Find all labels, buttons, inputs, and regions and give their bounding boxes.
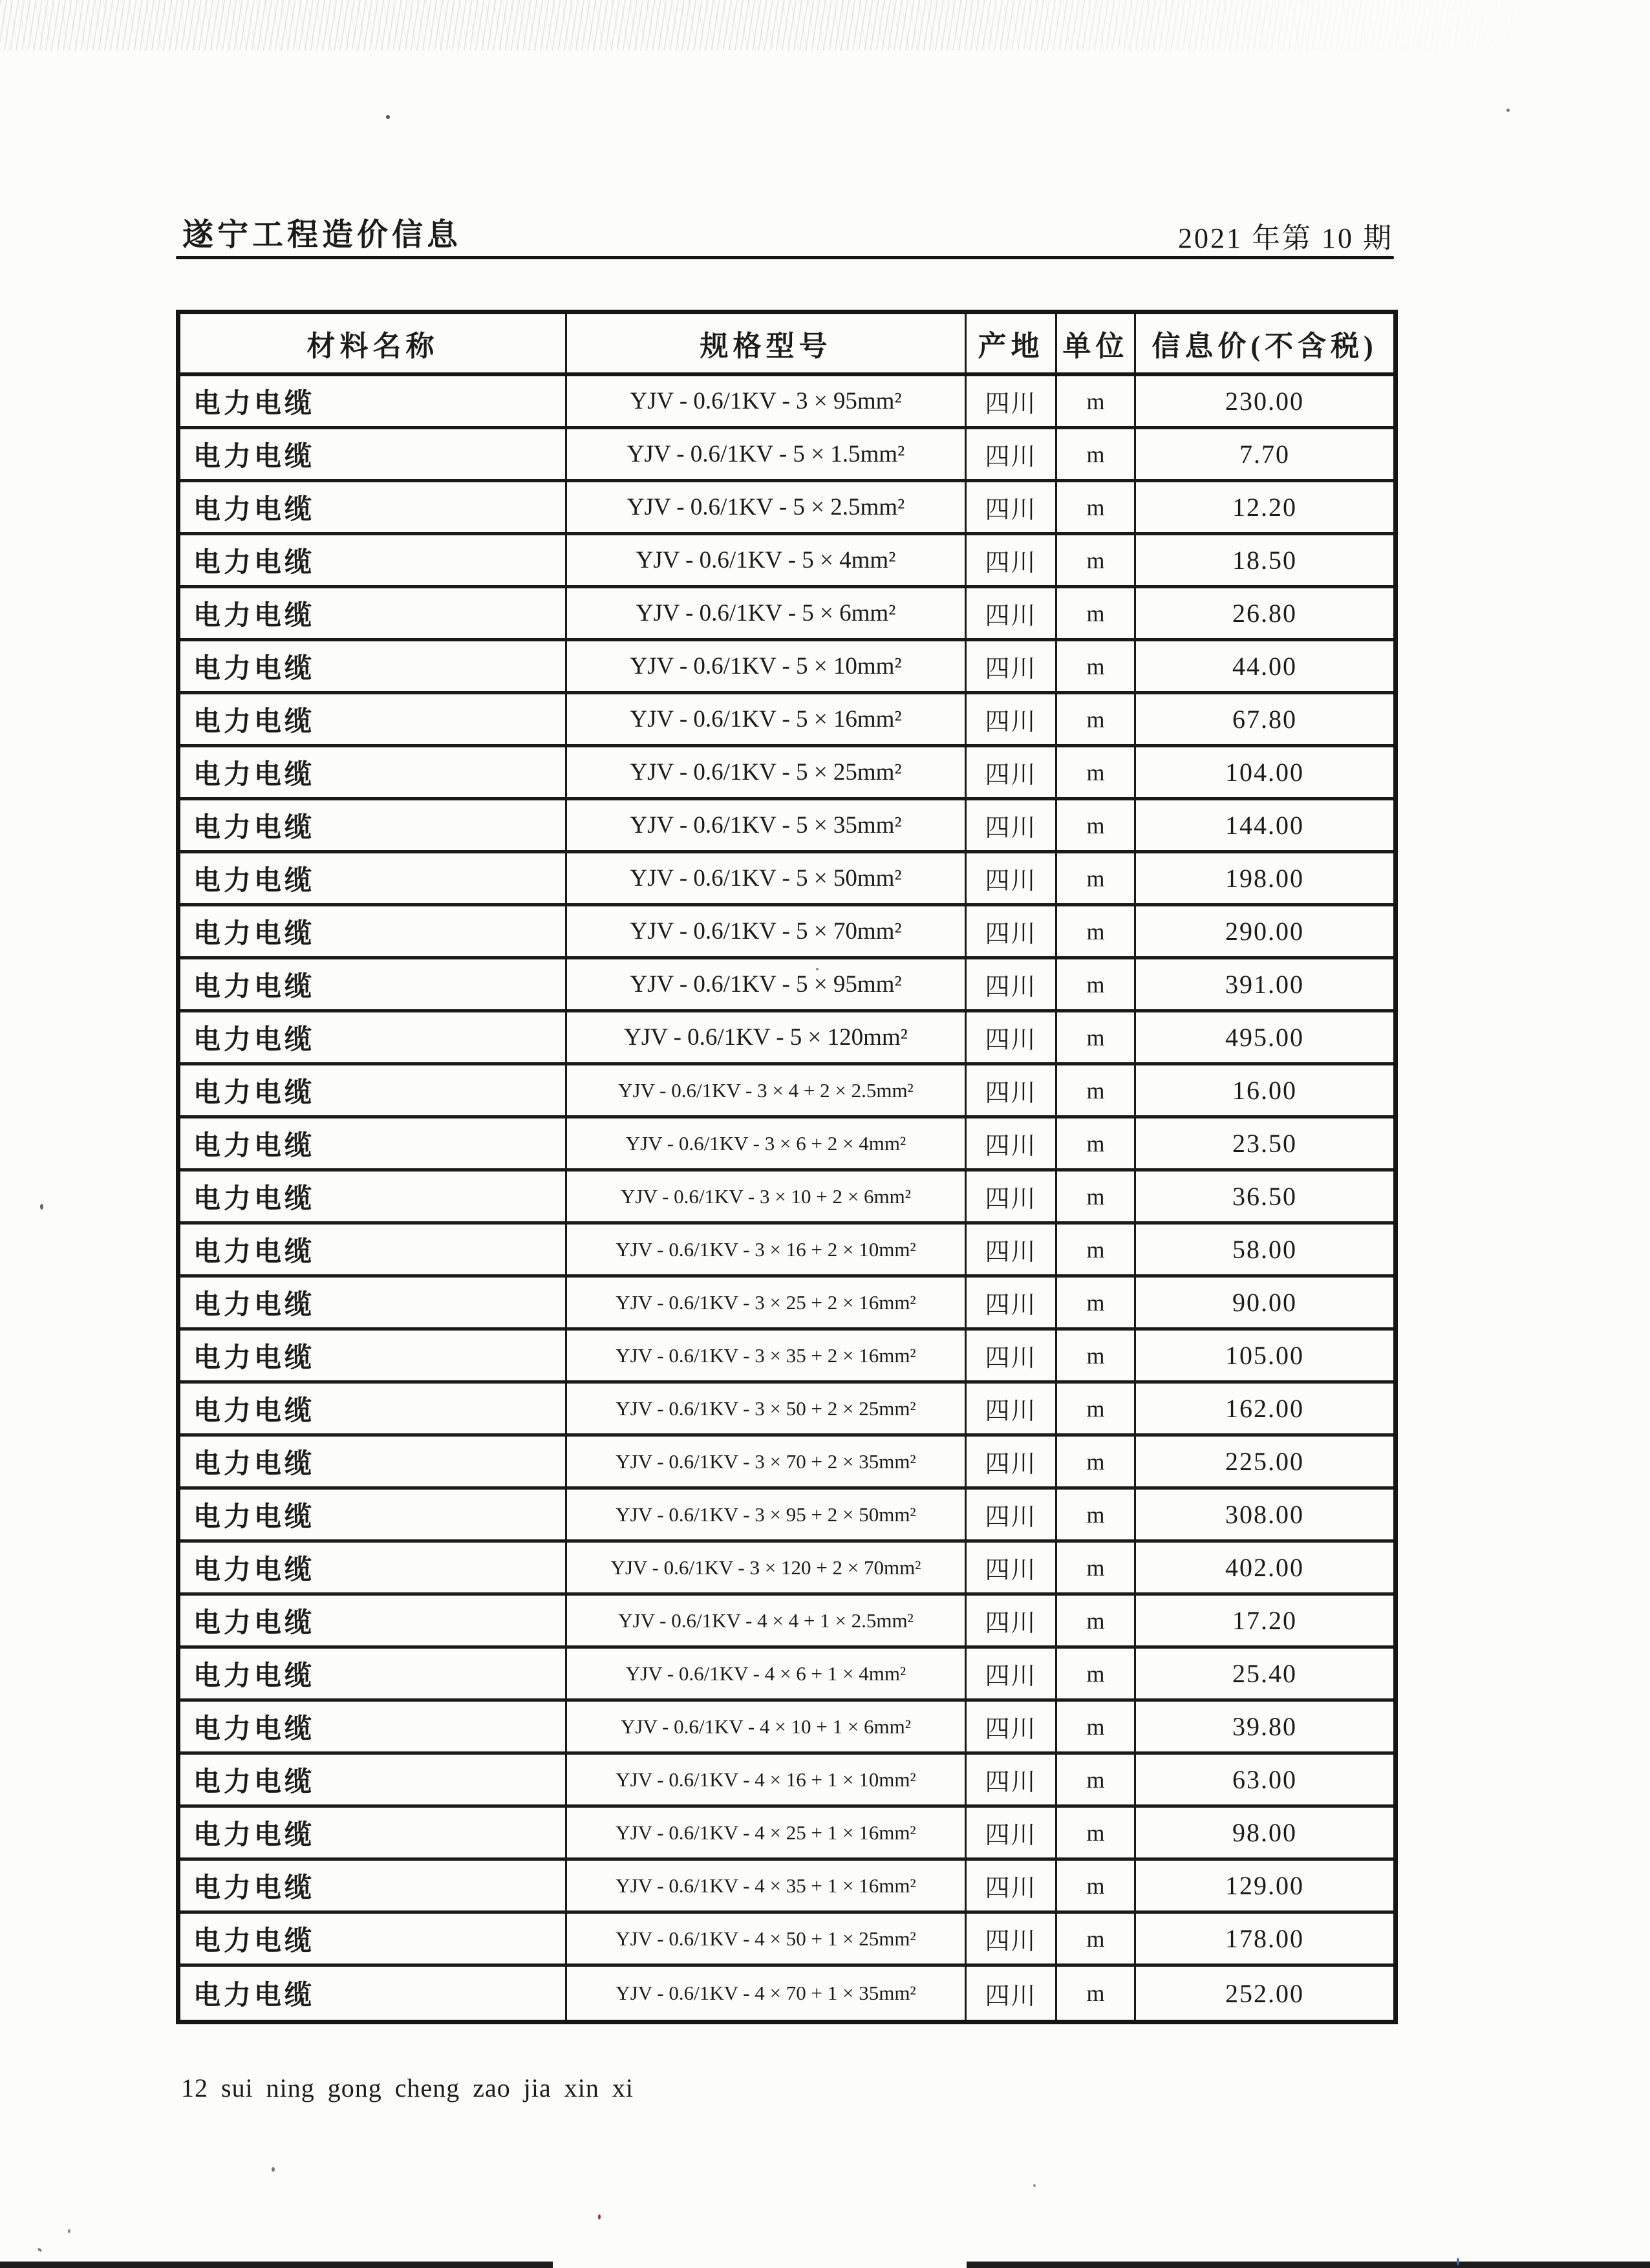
scan-speck — [40, 1204, 43, 1210]
col-header-material-name: 材料名称 — [180, 314, 567, 372]
origin-cell: 四川 — [967, 1596, 1057, 1645]
table-row — [180, 1225, 1393, 1278]
origin-cell: 四川 — [967, 1808, 1057, 1857]
unit-cell: m — [1057, 1967, 1136, 2020]
scan-speck — [68, 2229, 70, 2233]
col-header-spec-model: 规格型号 — [567, 314, 967, 372]
origin-cell: 四川 — [967, 1384, 1057, 1433]
unit-cell: m — [1057, 1118, 1136, 1168]
spec-model-cell: YJV - 0.6/1KV - 5 × 2.5mm² — [567, 482, 967, 532]
table-row — [180, 1331, 1393, 1384]
col-header-unit: 单位 — [1057, 314, 1136, 372]
spec-model-cell: YJV - 0.6/1KV - 5 × 1.5mm² — [567, 429, 967, 479]
table-row — [180, 959, 1393, 1012]
price-cell: 495.00 — [1225, 1023, 1304, 1052]
origin-cell: 四川 — [967, 1755, 1057, 1804]
origin-cell: 四川 — [967, 1225, 1057, 1274]
table-row — [180, 1384, 1393, 1437]
table-row — [180, 1171, 1393, 1225]
spec-model-cell: YJV - 0.6/1KV - 3 × 10 + 2 × 6mm² — [567, 1171, 967, 1221]
material-name-cell: 电力电缆 — [180, 747, 567, 797]
unit-cell: m — [1057, 429, 1136, 479]
origin-cell: 四川 — [967, 1065, 1057, 1115]
price-cell: 16.00 — [1232, 1076, 1297, 1105]
scan-speck — [272, 2167, 275, 2172]
table-row — [180, 1967, 1393, 2020]
unit-cell: m — [1057, 1331, 1136, 1380]
origin-cell: 四川 — [967, 906, 1057, 956]
origin-cell: 四川 — [967, 1543, 1057, 1592]
header-rule — [176, 256, 1394, 259]
origin-cell: 四川 — [967, 694, 1057, 744]
price-cell: 402.00 — [1225, 1553, 1304, 1582]
material-name-cell: 电力电缆 — [180, 641, 567, 691]
origin-cell: 四川 — [967, 376, 1057, 426]
table-body — [180, 376, 1393, 2020]
unit-cell: m — [1057, 694, 1136, 744]
spec-model-cell: YJV - 0.6/1KV - 3 × 95mm² — [567, 376, 967, 426]
origin-cell: 四川 — [967, 482, 1057, 532]
table-row — [180, 694, 1393, 747]
price-cell: 98.00 — [1232, 1818, 1297, 1847]
unit-cell: m — [1057, 588, 1136, 638]
material-name-cell: 电力电缆 — [180, 906, 567, 956]
origin-cell: 四川 — [967, 429, 1057, 479]
spec-model-cell: YJV - 0.6/1KV - 3 × 50 + 2 × 25mm² — [567, 1384, 967, 1433]
table-row — [180, 853, 1393, 906]
origin-cell: 四川 — [967, 641, 1057, 691]
material-name-cell: 电力电缆 — [180, 1649, 567, 1698]
spec-model-cell: YJV - 0.6/1KV - 3 × 120 + 2 × 70mm² — [567, 1543, 967, 1592]
table-row — [180, 1065, 1393, 1118]
spec-model-cell: YJV - 0.6/1KV - 4 × 10 + 1 × 6mm² — [567, 1702, 967, 1751]
table-row — [180, 1596, 1393, 1649]
price-table — [176, 310, 1398, 2024]
material-name-cell: 电力电缆 — [180, 1331, 567, 1380]
spec-model-cell: YJV - 0.6/1KV - 5 × 70mm² — [567, 906, 967, 956]
scan-speck — [598, 2214, 601, 2220]
unit-cell: m — [1057, 959, 1136, 1009]
scan-artifact-bottom-left — [0, 2262, 553, 2268]
table-row — [180, 1118, 1393, 1171]
spec-model-cell: YJV - 0.6/1KV - 4 × 50 + 1 × 25mm² — [567, 1914, 967, 1963]
material-name-cell: 电力电缆 — [180, 1543, 567, 1592]
scan-speck — [1457, 2258, 1459, 2265]
table-row — [180, 1437, 1393, 1490]
spec-model-cell: YJV - 0.6/1KV - 3 × 25 + 2 × 16mm² — [567, 1278, 967, 1327]
spec-model-cell: YJV - 0.6/1KV - 5 × 120mm² — [567, 1012, 967, 1062]
price-cell: 225.00 — [1225, 1447, 1304, 1476]
unit-cell: m — [1057, 1012, 1136, 1062]
unit-cell: m — [1057, 1808, 1136, 1857]
origin-cell: 四川 — [967, 1118, 1057, 1168]
price-cell: 44.00 — [1232, 652, 1297, 681]
origin-cell: 四川 — [967, 1278, 1057, 1327]
material-name-cell: 电力电缆 — [180, 1967, 567, 2020]
price-cell: 7.70 — [1239, 440, 1290, 469]
unit-cell: m — [1057, 747, 1136, 797]
origin-cell: 四川 — [967, 1171, 1057, 1221]
unit-cell: m — [1057, 1437, 1136, 1486]
material-name-cell: 电力电缆 — [180, 1596, 567, 1645]
unit-cell: m — [1057, 1278, 1136, 1327]
unit-cell: m — [1057, 1755, 1136, 1804]
price-cell: 36.50 — [1232, 1182, 1297, 1211]
spec-model-cell: YJV - 0.6/1KV - 3 × 6 + 2 × 4mm² — [567, 1118, 967, 1168]
origin-cell: 四川 — [967, 1490, 1057, 1539]
origin-cell: 四川 — [967, 1914, 1057, 1963]
material-name-cell: 电力电缆 — [180, 1278, 567, 1327]
spec-model-cell: YJV - 0.6/1KV - 4 × 4 + 1 × 2.5mm² — [567, 1596, 967, 1645]
material-name-cell: 电力电缆 — [180, 1118, 567, 1168]
spec-model-cell: YJV - 0.6/1KV - 4 × 70 + 1 × 35mm² — [567, 1967, 967, 2020]
spec-model-cell: YJV - 0.6/1KV - 5 × 35mm² — [567, 800, 967, 850]
unit-cell: m — [1057, 853, 1136, 903]
table-row — [180, 747, 1393, 800]
origin-cell: 四川 — [967, 853, 1057, 903]
spec-model-cell: YJV - 0.6/1KV - 3 × 4 + 2 × 2.5mm² — [567, 1065, 967, 1115]
spec-model-cell: YJV - 0.6/1KV - 5 × 25mm² — [567, 747, 967, 797]
material-name-cell: 电力电缆 — [180, 1384, 567, 1433]
price-cell: 252.00 — [1225, 1978, 1304, 2008]
unit-cell: m — [1057, 1384, 1136, 1433]
unit-cell: m — [1057, 641, 1136, 691]
origin-cell: 四川 — [967, 747, 1057, 797]
material-name-cell: 电力电缆 — [180, 482, 567, 532]
origin-cell: 四川 — [967, 1437, 1057, 1486]
material-name-cell: 电力电缆 — [180, 1914, 567, 1963]
spec-model-cell: YJV - 0.6/1KV - 4 × 6 + 1 × 4mm² — [567, 1649, 967, 1698]
price-cell: 230.00 — [1225, 387, 1304, 416]
table-row — [180, 641, 1393, 694]
spec-model-cell: YJV - 0.6/1KV - 5 × 95mm² — [567, 959, 967, 1009]
price-cell: 90.00 — [1232, 1288, 1297, 1317]
unit-cell: m — [1057, 1490, 1136, 1539]
spec-model-cell: YJV - 0.6/1KV - 3 × 16 + 2 × 10mm² — [567, 1225, 967, 1274]
table-row — [180, 1914, 1393, 1967]
material-name-cell: 电力电缆 — [180, 535, 567, 585]
price-cell: 391.00 — [1225, 970, 1304, 999]
price-cell: 290.00 — [1225, 917, 1304, 946]
spec-model-cell: YJV - 0.6/1KV - 3 × 70 + 2 × 35mm² — [567, 1437, 967, 1486]
price-cell: 12.20 — [1232, 493, 1297, 522]
unit-cell: m — [1057, 1596, 1136, 1645]
origin-cell: 四川 — [967, 1649, 1057, 1698]
price-cell: 25.40 — [1232, 1659, 1297, 1688]
unit-cell: m — [1057, 1543, 1136, 1592]
issue-label: 2021 年第 10 期 — [1178, 222, 1393, 254]
origin-cell: 四川 — [967, 1861, 1057, 1910]
origin-cell: 四川 — [967, 1331, 1057, 1380]
spec-model-cell: YJV - 0.6/1KV - 4 × 35 + 1 × 16mm² — [567, 1861, 967, 1910]
scan-speck — [38, 2247, 43, 2252]
material-name-cell: 电力电缆 — [180, 694, 567, 744]
material-name-cell: 电力电缆 — [180, 1225, 567, 1274]
unit-cell: m — [1057, 1065, 1136, 1115]
material-name-cell: 电力电缆 — [180, 588, 567, 638]
price-cell: 198.00 — [1225, 864, 1304, 893]
unit-cell: m — [1057, 1702, 1136, 1751]
material-name-cell: 电力电缆 — [180, 1171, 567, 1221]
table-row — [180, 1278, 1393, 1331]
scan-speck — [1033, 2184, 1036, 2187]
unit-cell: m — [1057, 535, 1136, 585]
origin-cell: 四川 — [967, 959, 1057, 1009]
spec-model-cell: YJV - 0.6/1KV - 4 × 25 + 1 × 16mm² — [567, 1808, 967, 1857]
material-name-cell: 电力电缆 — [180, 1012, 567, 1062]
table-header-row — [180, 314, 1393, 376]
unit-cell: m — [1057, 1225, 1136, 1274]
unit-cell: m — [1057, 376, 1136, 426]
price-cell: 144.00 — [1225, 811, 1304, 840]
table-row — [180, 376, 1393, 429]
material-name-cell: 电力电缆 — [180, 1065, 567, 1115]
price-cell: 63.00 — [1232, 1765, 1297, 1794]
page-footer: 12 sui ning gong cheng zao jia xin xi — [181, 2073, 634, 2102]
price-cell: 58.00 — [1232, 1235, 1297, 1264]
material-name-cell: 电力电缆 — [180, 429, 567, 479]
unit-cell: m — [1057, 1171, 1136, 1221]
table-row — [180, 800, 1393, 853]
material-name-cell: 电力电缆 — [180, 1490, 567, 1539]
table-row — [180, 1012, 1393, 1065]
price-cell: 308.00 — [1225, 1500, 1304, 1529]
unit-cell: m — [1057, 906, 1136, 956]
table-row — [180, 1808, 1393, 1861]
table-row — [180, 1755, 1393, 1808]
price-cell: 23.50 — [1232, 1129, 1297, 1158]
material-name-cell: 电力电缆 — [180, 1861, 567, 1910]
material-name-cell: 电力电缆 — [180, 853, 567, 903]
price-cell: 17.20 — [1232, 1606, 1297, 1635]
table-row — [180, 1490, 1393, 1543]
scan-speck — [816, 968, 819, 970]
material-name-cell: 电力电缆 — [180, 800, 567, 850]
spec-model-cell: YJV - 0.6/1KV - 4 × 16 + 1 × 10mm² — [567, 1755, 967, 1804]
table-row — [180, 429, 1393, 482]
col-header-origin: 产地 — [967, 314, 1057, 372]
origin-cell: 四川 — [967, 1967, 1057, 2020]
material-name-cell: 电力电缆 — [180, 959, 567, 1009]
price-cell: 67.80 — [1232, 705, 1297, 734]
table-row — [180, 1702, 1393, 1755]
price-cell: 26.80 — [1232, 599, 1297, 628]
table-row — [180, 1543, 1393, 1596]
publication-title: 遂宁工程造价信息 — [182, 218, 462, 252]
price-cell: 39.80 — [1232, 1712, 1297, 1741]
material-name-cell: 电力电缆 — [180, 1437, 567, 1486]
price-cell: 162.00 — [1225, 1394, 1304, 1423]
material-name-cell: 电力电缆 — [180, 1755, 567, 1804]
price-cell: 178.00 — [1225, 1924, 1304, 1953]
unit-cell: m — [1057, 1914, 1136, 1963]
origin-cell: 四川 — [967, 1702, 1057, 1751]
table-row — [180, 535, 1393, 588]
price-cell: 18.50 — [1232, 546, 1297, 575]
material-name-cell: 电力电缆 — [180, 1702, 567, 1751]
price-cell: 105.00 — [1225, 1341, 1304, 1370]
spec-model-cell: YJV - 0.6/1KV - 5 × 4mm² — [567, 535, 967, 585]
material-name-cell: 电力电缆 — [180, 1808, 567, 1857]
table-row — [180, 906, 1393, 959]
origin-cell: 四川 — [967, 800, 1057, 850]
origin-cell: 四川 — [967, 588, 1057, 638]
origin-cell: 四川 — [967, 535, 1057, 585]
scan-speck — [1506, 109, 1510, 112]
scan-artifact-top-band — [0, 0, 1650, 50]
unit-cell: m — [1057, 1861, 1136, 1910]
scan-speck — [386, 115, 390, 119]
unit-cell: m — [1057, 482, 1136, 532]
unit-cell: m — [1057, 1649, 1136, 1698]
unit-cell: m — [1057, 800, 1136, 850]
spec-model-cell: YJV - 0.6/1KV - 3 × 95 + 2 × 50mm² — [567, 1490, 967, 1539]
spec-model-cell: YJV - 0.6/1KV - 5 × 50mm² — [567, 853, 967, 903]
origin-cell: 四川 — [967, 1012, 1057, 1062]
spec-model-cell: YJV - 0.6/1KV - 3 × 35 + 2 × 16mm² — [567, 1331, 967, 1380]
table-row — [180, 1649, 1393, 1702]
col-header-info-price: 信息价(不含税) — [1152, 330, 1378, 362]
spec-model-cell: YJV - 0.6/1KV - 5 × 16mm² — [567, 694, 967, 744]
table-row — [180, 1861, 1393, 1914]
price-cell: 129.00 — [1225, 1871, 1304, 1900]
price-cell: 104.00 — [1225, 758, 1304, 787]
material-name-cell: 电力电缆 — [180, 376, 567, 426]
scan-artifact-bottom-right — [967, 2262, 1650, 2268]
table-row — [180, 588, 1393, 641]
table-row — [180, 482, 1393, 535]
spec-model-cell: YJV - 0.6/1KV - 5 × 10mm² — [567, 641, 967, 691]
spec-model-cell: YJV - 0.6/1KV - 5 × 6mm² — [567, 588, 967, 638]
